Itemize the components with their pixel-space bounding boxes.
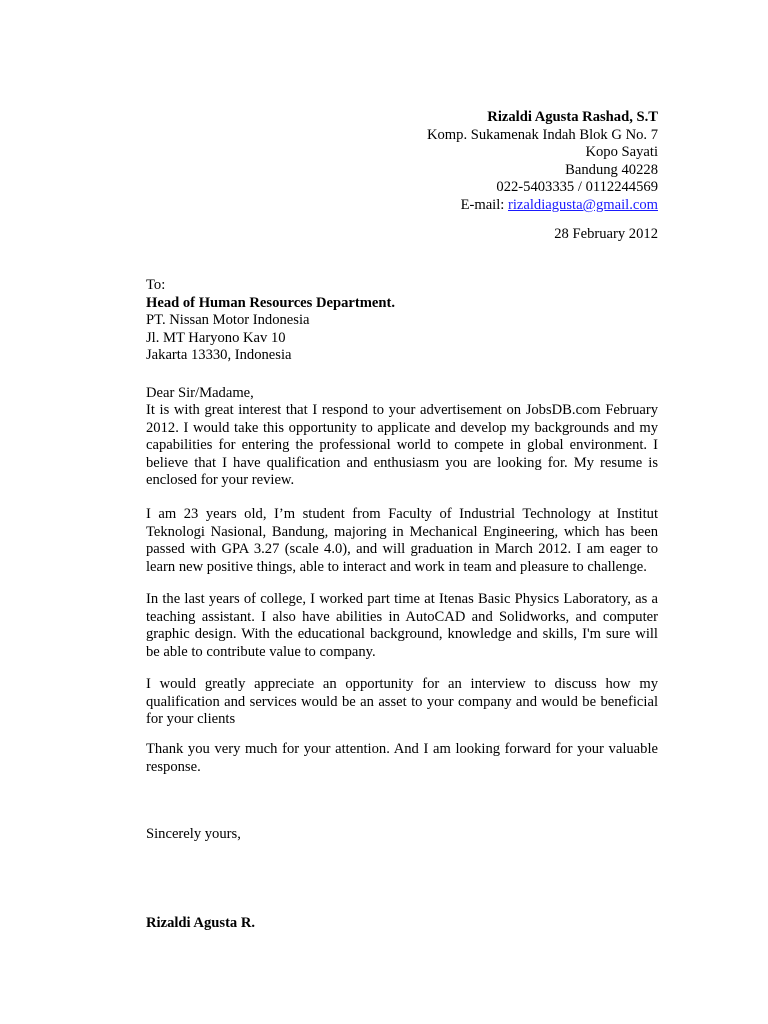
sender-email-line bbox=[427, 197, 658, 215]
sender-address-line2: Kopo Sayati bbox=[585, 144, 658, 161]
letter-date: 28 February 2012 bbox=[554, 226, 658, 242]
recipient-company: PT. Nissan Motor Indonesia bbox=[146, 312, 310, 329]
sender-email-label: E-mail: bbox=[460, 196, 508, 213]
recipient-street: Jl. MT Haryono Kav 10 bbox=[146, 329, 286, 346]
letter-paragraph-1: It is with great interest that I respond to your advertisement on JobsDB.com February 2012. I would take this opportunity to applicate and develop my backgrounds and my capabilities for entering the professional world to compete in global environment. I believe that I have qualification and enthusiasm you are looking for. My resume is enclosed for your review. bbox=[146, 402, 658, 489]
sender-block bbox=[427, 109, 658, 215]
letter-paragraph-3: In the last years of college, I worked part time at Itenas Basic Physics Laboratory, as a teaching assistant. I also have abilities in AutoCAD and Solidworks, and computer graphic design. With the educational background, knowledge and skills, I'm sure will be able to contribute value to company. bbox=[146, 591, 658, 660]
sender-name: Rizaldi Agusta Rashad, S.T bbox=[487, 109, 658, 125]
letter-closing: Sincerely yours, bbox=[146, 826, 241, 842]
sender-phone: 022-5403335 / 0112244569 bbox=[496, 179, 658, 196]
recipient-block bbox=[146, 277, 395, 365]
recipient-department: Head of Human Resources Department. bbox=[146, 294, 396, 311]
recipient-to-label: To: bbox=[146, 277, 166, 293]
recipient-city: Jakarta 13330, Indonesia bbox=[146, 347, 292, 364]
sender-email-link[interactable]: rizaldiagusta@gmail.com bbox=[507, 196, 658, 213]
letter-signature: Rizaldi Agusta R. bbox=[146, 915, 256, 931]
sender-address-line3: Bandung 40228 bbox=[565, 161, 658, 178]
letter-greeting: Dear Sir/Madame, bbox=[146, 385, 254, 401]
letter-paragraph-4: I would greatly appreciate an opportunity for an interview to discuss how my qualification and services would be an asset to your company and would be beneficial for your clients bbox=[146, 676, 658, 728]
letter-paragraph-2: I am 23 years old, I’m student from Faculty of Industrial Technology at Institut Teknologi Nasional, Bandung, majoring in Mechanical Engineering, which has been passed with GPA 3.27 (scale 4.0), and will graduation in March 2012. I am eager to learn new positive things, able to interact and work in team and pleasure to challenge. bbox=[146, 506, 658, 575]
sender-address-line1: Komp. Sukamenak Indah Blok G No. 7 bbox=[426, 126, 658, 143]
letter-paragraph-5: Thank you very much for your attention. And I am looking forward for your valuable response. bbox=[146, 741, 658, 775]
